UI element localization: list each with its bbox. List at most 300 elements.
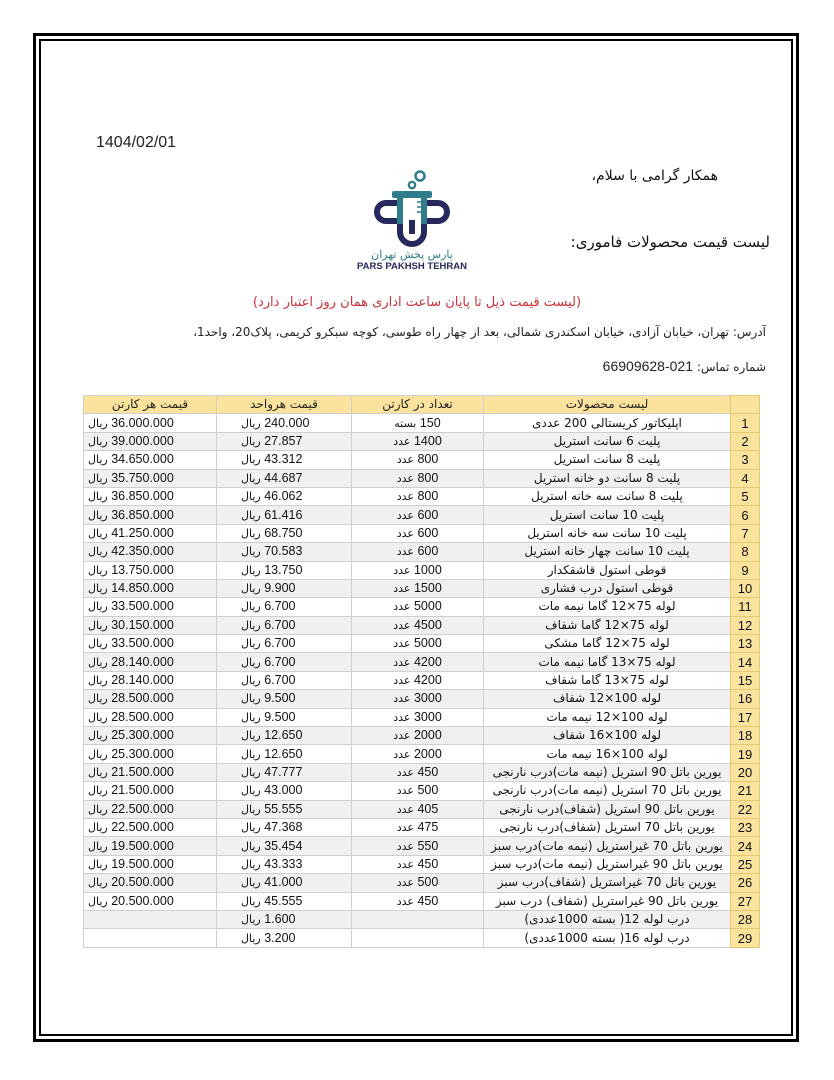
carton-price <box>84 432 217 450</box>
price-value: 9.500 <box>264 691 296 706</box>
carton-price <box>84 487 217 505</box>
product-name: یورین باتل 90 استریل (شفاف)درب نارنجی <box>484 800 731 818</box>
column-header-product: لیست محصولات <box>484 396 731 414</box>
unit-price <box>217 451 352 469</box>
product-name: پلیت 10 سانت چهار خانه استریل <box>484 543 731 561</box>
quantity-value: 800 <box>417 452 439 467</box>
table-row <box>84 763 760 781</box>
unit-price <box>217 635 352 653</box>
price-value: 21.500.000 <box>111 765 174 779</box>
unit-price <box>217 524 352 542</box>
carton-quantity <box>352 653 484 671</box>
carton-quantity <box>352 800 484 818</box>
quantity-unit: عدد <box>396 821 414 835</box>
carton-price <box>84 782 217 800</box>
unit-price <box>217 892 352 910</box>
carton-price <box>84 506 217 524</box>
table-row <box>84 727 760 745</box>
currency-label: ریال <box>88 821 108 835</box>
phone-label: شماره تماس: <box>696 360 766 374</box>
row-index: 24 <box>731 837 760 855</box>
carton-quantity <box>352 910 484 928</box>
quantity-unit: عدد <box>393 655 411 669</box>
currency-label: ریال <box>88 582 108 596</box>
quantity-unit: عدد <box>396 802 414 816</box>
unit-price <box>217 543 352 561</box>
carton-price <box>84 745 217 763</box>
currency-label: ریال <box>241 618 261 632</box>
row-index: 12 <box>731 616 760 634</box>
carton-quantity <box>352 892 484 910</box>
currency-label: ریال <box>88 490 108 504</box>
price-value: 6.700 <box>264 654 296 669</box>
price-value: 35.750.000 <box>111 470 174 485</box>
price-value: 42.350.000 <box>111 544 174 559</box>
price-value: 12.650 <box>264 746 303 761</box>
price-value: 19.500.000 <box>111 856 174 871</box>
quantity-unit: عدد <box>396 784 414 798</box>
price-value: 6.700 <box>264 599 296 614</box>
currency-label: ریال <box>241 692 261 706</box>
unit-price <box>217 818 352 836</box>
validity-notice: (لیست قیمت ذیل تا پایان ساعت اداری همان روز اعتبار دارد) <box>252 295 582 310</box>
quantity-value: 405 <box>417 801 439 816</box>
carton-price <box>84 800 217 818</box>
carton-price <box>84 579 217 597</box>
price-value: 22.500.000 <box>111 801 174 816</box>
currency-label: ریال <box>88 839 108 853</box>
unit-price <box>217 616 352 634</box>
table-row <box>84 690 760 708</box>
price-value: 68.750 <box>264 525 303 540</box>
currency-label: ریال <box>241 453 261 467</box>
currency-label: ریال <box>241 766 261 779</box>
currency-label: ریال <box>88 526 108 540</box>
company-logo <box>344 170 480 274</box>
quantity-value: 150 <box>419 415 441 430</box>
table-row <box>84 469 760 487</box>
product-name: قوطی استول درب فشاری <box>484 579 731 597</box>
row-index: 14 <box>731 653 760 671</box>
currency-label: ریال <box>241 655 261 669</box>
quantity-unit: عدد <box>396 876 414 890</box>
price-value: 47.777 <box>264 765 303 779</box>
currency-label: ریال <box>88 618 108 632</box>
currency-label: ریال <box>88 674 108 688</box>
currency-label: ریال <box>88 692 108 706</box>
carton-price <box>84 763 217 781</box>
product-name: لوله 75×12 گاما مشکی <box>484 635 731 653</box>
product-name: پلیت 10 سانت سه خانه استریل <box>484 524 731 542</box>
row-index: 15 <box>731 671 760 689</box>
carton-quantity <box>352 469 484 487</box>
unit-price <box>217 598 352 616</box>
price-value: 33.500.000 <box>111 636 174 651</box>
phone-number: 021-66909628 <box>602 358 693 374</box>
unit-price <box>217 432 352 450</box>
carton-quantity <box>352 432 484 450</box>
product-name: قوطی استول قاشقکدار <box>484 561 731 579</box>
carton-quantity <box>352 414 484 432</box>
quantity-unit: عدد <box>396 894 414 908</box>
price-value: 36.850.000 <box>111 507 174 522</box>
unit-price <box>217 837 352 855</box>
product-name: درب لوله 16( بسته 1000عددی) <box>484 929 731 947</box>
product-name: یورین باتل 70 استریل (نیمه مات)درب نارنجی <box>484 782 731 800</box>
table-row <box>84 837 760 855</box>
quantity-unit: عدد <box>393 582 411 596</box>
unit-price <box>217 782 352 800</box>
row-index: 25 <box>731 855 760 873</box>
currency-label: ریال <box>88 508 108 522</box>
price-value: 22.500.000 <box>111 820 174 835</box>
carton-price <box>84 929 217 947</box>
quantity-unit: عدد <box>396 508 414 522</box>
currency-label: ریال <box>88 637 108 651</box>
unit-price <box>217 910 352 928</box>
unit-price <box>217 745 352 763</box>
currency-label: ریال <box>241 931 261 945</box>
carton-quantity <box>352 561 484 579</box>
table-row <box>84 487 760 505</box>
contact-phone <box>603 358 766 374</box>
carton-price <box>84 451 217 469</box>
currency-label: ریال <box>88 416 108 430</box>
row-index: 21 <box>731 782 760 800</box>
column-header-unit-price: قیمت هرواحد <box>217 396 352 414</box>
quantity-value: 800 <box>417 470 439 485</box>
carton-quantity <box>352 874 484 892</box>
price-value: 14.850.000 <box>111 581 174 596</box>
table-row <box>84 432 760 450</box>
row-index: 13 <box>731 635 760 653</box>
price-value: 13.750 <box>264 562 303 577</box>
table-header-row <box>84 396 760 414</box>
price-value: 28.500.000 <box>111 691 174 706</box>
carton-price <box>84 671 217 689</box>
carton-price <box>84 653 217 671</box>
row-index: 3 <box>731 451 760 469</box>
product-name: پلیت 8 سانت سه خانه استریل <box>484 487 731 505</box>
carton-price <box>84 892 217 910</box>
product-name: یورین باتل 70 غیراستریل (نیمه مات)درب سبز <box>484 837 731 855</box>
price-value: 43.312 <box>264 452 303 467</box>
quantity-value: 450 <box>417 893 439 908</box>
currency-label: ریال <box>241 526 261 540</box>
row-index: 2 <box>731 432 760 450</box>
currency-label: ریال <box>88 453 108 467</box>
currency-label: ریال <box>241 563 261 577</box>
price-value: 45.555 <box>264 893 303 908</box>
quantity-unit: عدد <box>393 729 411 743</box>
row-index: 5 <box>731 487 760 505</box>
carton-price <box>84 561 217 579</box>
test-tube-cross-logo-icon <box>344 170 480 248</box>
price-value: 39.000.000 <box>111 433 174 448</box>
currency-label: ریال <box>241 674 261 688</box>
row-index: 28 <box>731 910 760 928</box>
logo-name-fa: پارس پخش تهران <box>371 248 453 261</box>
currency-label: ریال <box>241 913 261 927</box>
product-name: لوله 100×12 نیمه مات <box>484 708 731 726</box>
column-header-carton-price: قیمت هر کارتن <box>84 396 217 414</box>
unit-price <box>217 469 352 487</box>
product-name: پلیت 8 سانت دو خانه استریل <box>484 469 731 487</box>
carton-price <box>84 837 217 855</box>
carton-quantity <box>352 524 484 542</box>
quantity-value: 4500 <box>413 617 442 632</box>
quantity-unit: عدد <box>396 766 414 779</box>
unit-price <box>217 414 352 432</box>
carton-price <box>84 524 217 542</box>
price-value: 36.000.000 <box>111 415 174 430</box>
currency-label: ریال <box>241 637 261 651</box>
unit-price <box>217 561 352 579</box>
price-value: 36.850.000 <box>111 489 174 504</box>
table-row <box>84 782 760 800</box>
row-index: 22 <box>731 800 760 818</box>
price-value: 1.600 <box>264 912 296 927</box>
quantity-value: 1500 <box>413 581 442 596</box>
price-value: 44.687 <box>264 470 303 485</box>
greeting: همکار گرامی با سلام، <box>591 168 718 184</box>
unit-price <box>217 579 352 597</box>
currency-label: ریال <box>88 471 108 485</box>
carton-quantity <box>352 671 484 689</box>
carton-price <box>84 874 217 892</box>
quantity-value: 550 <box>417 838 439 853</box>
quantity-unit: عدد <box>396 526 414 540</box>
currency-label: ریال <box>241 839 261 853</box>
table-row <box>84 929 760 947</box>
unit-price <box>217 653 352 671</box>
table-row <box>84 653 760 671</box>
table-row <box>84 579 760 597</box>
carton-quantity <box>352 708 484 726</box>
quantity-value: 5000 <box>413 636 442 651</box>
unit-price <box>217 855 352 873</box>
quantity-unit: عدد <box>393 563 411 577</box>
quantity-value: 1000 <box>413 562 442 577</box>
currency-label: ریال <box>241 821 261 835</box>
carton-quantity <box>352 727 484 745</box>
price-value: 41.000 <box>264 875 303 890</box>
carton-quantity <box>352 598 484 616</box>
price-list-title: لیست قیمت محصولات فاموری: <box>570 233 770 251</box>
currency-label: ریال <box>241 416 261 430</box>
table-row <box>84 524 760 542</box>
table-row <box>84 543 760 561</box>
unit-price <box>217 708 352 726</box>
product-name: اپلیکاتور کریستالی 200 عددی <box>484 414 731 432</box>
row-index: 9 <box>731 561 760 579</box>
row-index: 7 <box>731 524 760 542</box>
product-name: لوله 100×16 نیمه مات <box>484 745 731 763</box>
table-row <box>84 910 760 928</box>
quantity-value: 5000 <box>413 599 442 614</box>
price-value: 47.368 <box>264 820 303 835</box>
quantity-value: 600 <box>417 507 439 522</box>
unit-price <box>217 800 352 818</box>
table-row <box>84 561 760 579</box>
table-row <box>84 708 760 726</box>
carton-price <box>84 598 217 616</box>
currency-label: ریال <box>241 710 261 724</box>
unit-price <box>217 506 352 524</box>
price-value: 41.250.000 <box>111 525 174 540</box>
price-value: 55.555 <box>264 801 303 816</box>
quantity-value: 4200 <box>413 654 442 669</box>
row-index: 27 <box>731 892 760 910</box>
table-row <box>84 414 760 432</box>
currency-label: ریال <box>88 766 108 779</box>
price-value: 33.500.000 <box>111 599 174 614</box>
price-table <box>83 395 760 948</box>
currency-label: ریال <box>241 894 261 908</box>
currency-label: ریال <box>241 876 261 890</box>
currency-label: ریال <box>241 434 261 448</box>
carton-quantity <box>352 543 484 561</box>
table-row <box>84 671 760 689</box>
quantity-value: 450 <box>417 765 439 779</box>
row-index: 8 <box>731 543 760 561</box>
unit-price <box>217 727 352 745</box>
quantity-unit: عدد <box>396 545 414 559</box>
price-value: 25.300.000 <box>111 728 174 743</box>
row-index: 29 <box>731 929 760 947</box>
product-name: پلیت 8 سانت استریل <box>484 451 731 469</box>
carton-price <box>84 690 217 708</box>
row-index: 11 <box>731 598 760 616</box>
unit-price <box>217 487 352 505</box>
price-value: 46.062 <box>264 489 303 504</box>
product-name: لوله 100×12 شفاف <box>484 690 731 708</box>
price-value: 28.140.000 <box>111 673 174 688</box>
row-index: 26 <box>731 874 760 892</box>
price-value: 6.700 <box>264 617 296 632</box>
quantity-unit: بسته <box>394 416 417 430</box>
price-value: 25.300.000 <box>111 746 174 761</box>
quantity-unit: عدد <box>396 453 414 467</box>
quantity-unit: عدد <box>393 747 411 761</box>
row-index: 18 <box>731 727 760 745</box>
quantity-unit: عدد <box>396 839 414 853</box>
unit-price <box>217 690 352 708</box>
table-row <box>84 616 760 634</box>
carton-price <box>84 708 217 726</box>
product-name: یورین باتل 90 استریل (نیمه مات)درب نارنجی <box>484 763 731 781</box>
price-value: 20.500.000 <box>111 893 174 908</box>
carton-price <box>84 414 217 432</box>
product-name: پلیت 10 سانت استریل <box>484 506 731 524</box>
product-name: یورین باتل 70 غیراستریل (شفاف)درب سبز <box>484 874 731 892</box>
product-name: پلیت 6 سانت استریل <box>484 432 731 450</box>
price-value: 6.700 <box>264 673 296 688</box>
carton-price <box>84 727 217 745</box>
logo-name-en: PARS PAKHSH TEHRAN <box>357 261 467 272</box>
carton-quantity <box>352 855 484 873</box>
quantity-value: 600 <box>417 525 439 540</box>
carton-quantity <box>352 837 484 855</box>
table-row <box>84 892 760 910</box>
row-index: 6 <box>731 506 760 524</box>
row-index: 19 <box>731 745 760 763</box>
currency-label: ریال <box>88 802 108 816</box>
quantity-unit: عدد <box>396 490 414 504</box>
price-value: 9.900 <box>264 581 296 596</box>
carton-quantity <box>352 616 484 634</box>
quantity-value: 500 <box>417 875 439 890</box>
price-value: 35.454 <box>264 838 303 853</box>
quantity-unit: عدد <box>393 674 411 688</box>
price-value: 61.416 <box>264 507 303 522</box>
currency-label: ریال <box>241 747 261 761</box>
quantity-value: 450 <box>417 856 439 871</box>
product-name: درب لوله 12( بسته 1000عددی) <box>484 910 731 928</box>
carton-quantity <box>352 451 484 469</box>
carton-quantity <box>352 745 484 763</box>
product-name: لوله 75×13 گاما نیمه مات <box>484 653 731 671</box>
unit-price <box>217 929 352 947</box>
unit-price <box>217 874 352 892</box>
currency-label: ریال <box>241 582 261 596</box>
quantity-value: 4200 <box>413 673 442 688</box>
carton-price <box>84 616 217 634</box>
table-row <box>84 874 760 892</box>
row-index: 23 <box>731 818 760 836</box>
column-header-qty: تعداد در کارتن <box>352 396 484 414</box>
currency-label: ریال <box>88 894 108 908</box>
quantity-unit: عدد <box>396 471 414 485</box>
table-row <box>84 598 760 616</box>
currency-label: ریال <box>241 545 261 559</box>
currency-label: ریال <box>241 784 261 798</box>
carton-price <box>84 910 217 928</box>
carton-quantity <box>352 929 484 947</box>
carton-quantity <box>352 487 484 505</box>
currency-label: ریال <box>88 545 108 559</box>
product-name: لوله 75×12 گاما شفاف <box>484 616 731 634</box>
row-index: 1 <box>731 414 760 432</box>
quantity-value: 1400 <box>413 433 442 448</box>
price-value: 3.200 <box>264 930 296 945</box>
product-name: لوله 75×12 گاما نیمه مات <box>484 598 731 616</box>
carton-quantity <box>352 763 484 781</box>
price-value: 19.500.000 <box>111 838 174 853</box>
quantity-unit: عدد <box>393 618 411 632</box>
unit-price <box>217 671 352 689</box>
product-name: لوله 100×16 شفاف <box>484 727 731 745</box>
carton-quantity <box>352 782 484 800</box>
price-value: 12.650 <box>264 728 303 743</box>
carton-price <box>84 543 217 561</box>
product-name: یورین باتل 90 غیراستریل (نیمه مات)درب سبز <box>484 855 731 873</box>
carton-price <box>84 818 217 836</box>
row-index: 10 <box>731 579 760 597</box>
price-value: 240.000 <box>264 415 310 430</box>
currency-label: ریال <box>88 747 108 761</box>
price-value: 43.333 <box>264 856 303 871</box>
carton-quantity <box>352 635 484 653</box>
unit-price <box>217 763 352 781</box>
table-row <box>84 745 760 763</box>
price-value: 28.140.000 <box>111 654 174 669</box>
currency-label: ریال <box>241 508 261 522</box>
product-name: یورین باتل 70 استریل (شفاف)درب نارنجی <box>484 818 731 836</box>
quantity-unit: عدد <box>393 637 411 651</box>
price-value: 28.500.000 <box>111 709 174 724</box>
currency-label: ریال <box>88 876 108 890</box>
